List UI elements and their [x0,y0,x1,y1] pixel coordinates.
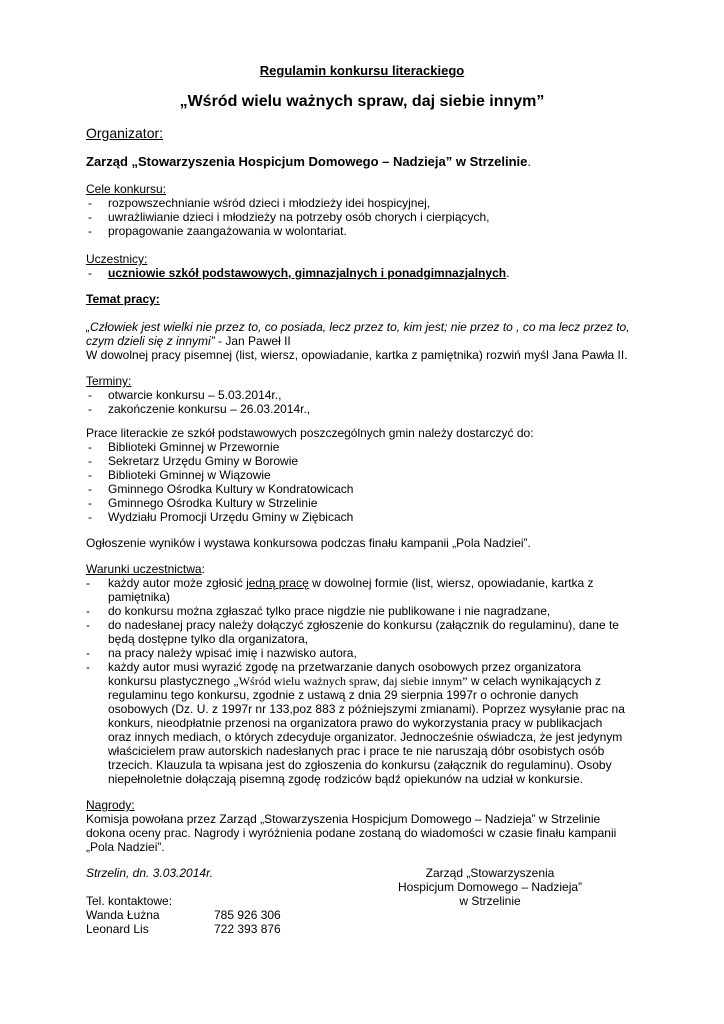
awards-line-2: dokona oceny prac. Nagrody i wyróżnienia podane zostaną do wiadomości w czasie finału kampanii [86,826,617,840]
contacts-label: Tel. kontaktowe: [86,894,173,908]
condition-1-line-2: pamiętnika) [108,590,171,604]
condition-1-pre: każdy autor może zgłosić [108,576,247,590]
condition-5-motto: „Wśród wielu ważnych spraw, daj siebie innym” [233,674,468,688]
awards-line-3: „Pola Nadziei”. [86,840,165,854]
date-item-start: otwarcie konkursu – 5.03.2014r., [108,388,282,402]
condition-1-line-1 [108,576,594,590]
contest-motto-title: „Wśród wielu ważnych spraw, daj siebie innym” [179,93,545,110]
list-dash: - [86,604,90,618]
topic-instruction: W dowolnej pracy pisemnej (list, wiersz, opowiadanie, kartka z pamiętnika) rozwiń myśl Jana Pawła II. [86,348,628,362]
list-dash: - [88,388,92,402]
organizer-name [86,155,531,169]
condition-3-line-1: do nadesłanej pracy należy dołączyć zgłoszenie do konkursu (załącznik do regulaminu), dane te [108,618,619,632]
quote-line-2 [86,334,291,348]
place-date: Strzelin, dn. 3.03.2014r. [86,866,213,880]
contact-name: Wanda Łużna [86,908,160,922]
awards-label: Nagrody: [86,798,135,812]
participants-text: uczniowie szkół podstawowych, gimnazjalnych i ponadgimnazjalnych [108,266,507,280]
signature-line-3: w Strzelinie [459,894,521,908]
list-dash: - [88,196,92,210]
quote-text: czym dzieli się z innymi” [86,334,215,348]
conditions-label-end: : [201,562,205,576]
list-dash: - [88,468,92,482]
signature-line-1: Zarząd „Stowarzyszenia [425,866,555,880]
list-dash: - [88,402,92,416]
condition-5-line-2 [108,674,601,688]
document-title: Regulamin konkursu literackiego [259,63,465,78]
quote-author: - Jan Paweł II [214,334,291,348]
condition-5-pre: konkursu plastycznego [108,674,234,688]
conditions-label [86,562,205,576]
list-dash: - [86,646,90,660]
list-item: rozpowszechnianie wśród dzieci i młodzieży idei hospicyjnej, [108,196,431,210]
list-dash: - [88,266,92,280]
condition-1-post: w dowolnej formie (list, wiersz, opowiadanie, kartka z [308,576,594,590]
goals-label: Cele konkursu: [86,182,167,196]
list-dash: - [88,510,92,524]
organizer-label: Organizator: [86,125,164,141]
participants-label: Uczestnicy: [86,252,148,266]
delivery-place: Gminnego Ośrodka Kultury w Kondratowicach [108,482,354,496]
contact-phone: 722 393 876 [214,922,281,936]
condition-5-line-4: osobowych (Dz. U. z 1997r nr 133,poz 883 z późniejszymi zmianami). Poprzez wysyłanie prac na [108,702,625,716]
list-dash: - [88,482,92,496]
list-dash: - [86,618,90,632]
delivery-place: Biblioteki Gminnej w Przewornie [108,440,280,454]
delivery-place: Wydziału Promocji Urzędu Gminy w Ziębicach [108,510,354,524]
list-dash: - [86,576,90,590]
list-dash: - [88,440,92,454]
condition-3-line-2: będą dostępne tylko dla organizatora, [108,632,309,646]
participants-item [108,266,509,280]
delivery-place: Biblioteki Gminnej w Wiązowie [108,468,271,482]
condition-5-line-1: każdy autor musi wyrazić zgodę na przetwarzanie danych osobowych przez organizatora [108,660,581,674]
delivery-place: Gminnego Ośrodka Kultury w Strzelinie [108,496,318,510]
list-dash: - [88,454,92,468]
delivery-place: Sekretarz Urzędu Gminy w Borowie [108,454,299,468]
signature-line-2: Hospicjum Domowego – Nadzieja” [397,880,583,894]
list-dash: - [88,496,92,510]
announcement: Ogłoszenie wyników i wystawa konkursowa podczas finału kampanii „Pola Nadziei”. [86,536,531,550]
contact-phone: 785 926 306 [214,908,281,922]
participants-end: . [506,266,510,280]
condition-5-post: w celach wynikających z [467,674,601,688]
list-dash: - [88,224,92,238]
condition-4: na pracy należy wpisać imię i nazwisko autora, [108,646,357,660]
contact-name: Leonard Lis [86,922,149,936]
delivery-intro: Prace literackie ze szkół podstawowych poszczególnych gmin należy dostarczyć do: [86,426,534,440]
conditions-label-text: Warunki uczestnictwa [86,562,202,576]
list-item: propagowanie zaangażowania w wolontariat. [108,224,347,238]
condition-5-line-6: oraz innych mediach, o których zdecyduje organizator. Jednocześnie oświadcza, że jest jedynym [108,730,623,744]
topic-label: Temat pracy: [86,292,160,306]
condition-5-line-5: konkurs, nieodpłatnie przenosi na organizatora prawo do wykorzystania pracy w publikacjach [108,716,603,730]
organizer-name-end: . [527,154,532,169]
awards-line-1: Komisja powołana przez Zarząd „Stowarzyszenia Hospicjum Domowego – Nadzieja” w Strzelinie [86,812,601,826]
date-item-end: zakończenie konkursu – 26.03.2014r., [108,402,311,416]
dates-label: Terminy: [86,374,132,388]
quote-line-1: „Człowiek jest wielki nie przez to, co posiada, lecz przez to, kim jest; nie przez to , co ma lecz przez to, [86,320,630,334]
condition-1-underlined: jedną pracę [246,576,309,590]
condition-5-line-9: niepełnoletnie dołączają pisemną zgodę rodziców bądź opiekunów na udział w konkursie. [108,772,583,786]
condition-5-line-3: regulaminu tego konkursu, zgodnie z ustawą z dnia 29 sierpnia 1997r o ochronie danych [108,688,579,702]
condition-2: do konkursu można zgłaszać tylko prace nigdzie nie publikowane i nie nagradzane, [108,604,551,618]
condition-5-line-7: właścicielem praw autorskich nadesłanych prac i prace te nie naruszają dóbr osobistych osób [108,744,605,758]
list-dash: - [86,660,90,674]
list-dash: - [88,210,92,224]
organizer-name-text: Zarząd „Stowarzyszenia Hospicjum Domowego – Nadzieja” w Strzelinie [86,154,528,169]
list-item: uwrażliwianie dzieci i młodzieży na potrzeby osób chorych i cierpiących, [108,210,490,224]
condition-5-line-8: trzecich. Klauzula ta wpisana jest do zgłoszenia do konkursu (załącznik do regulaminu). Osoby [108,758,612,772]
